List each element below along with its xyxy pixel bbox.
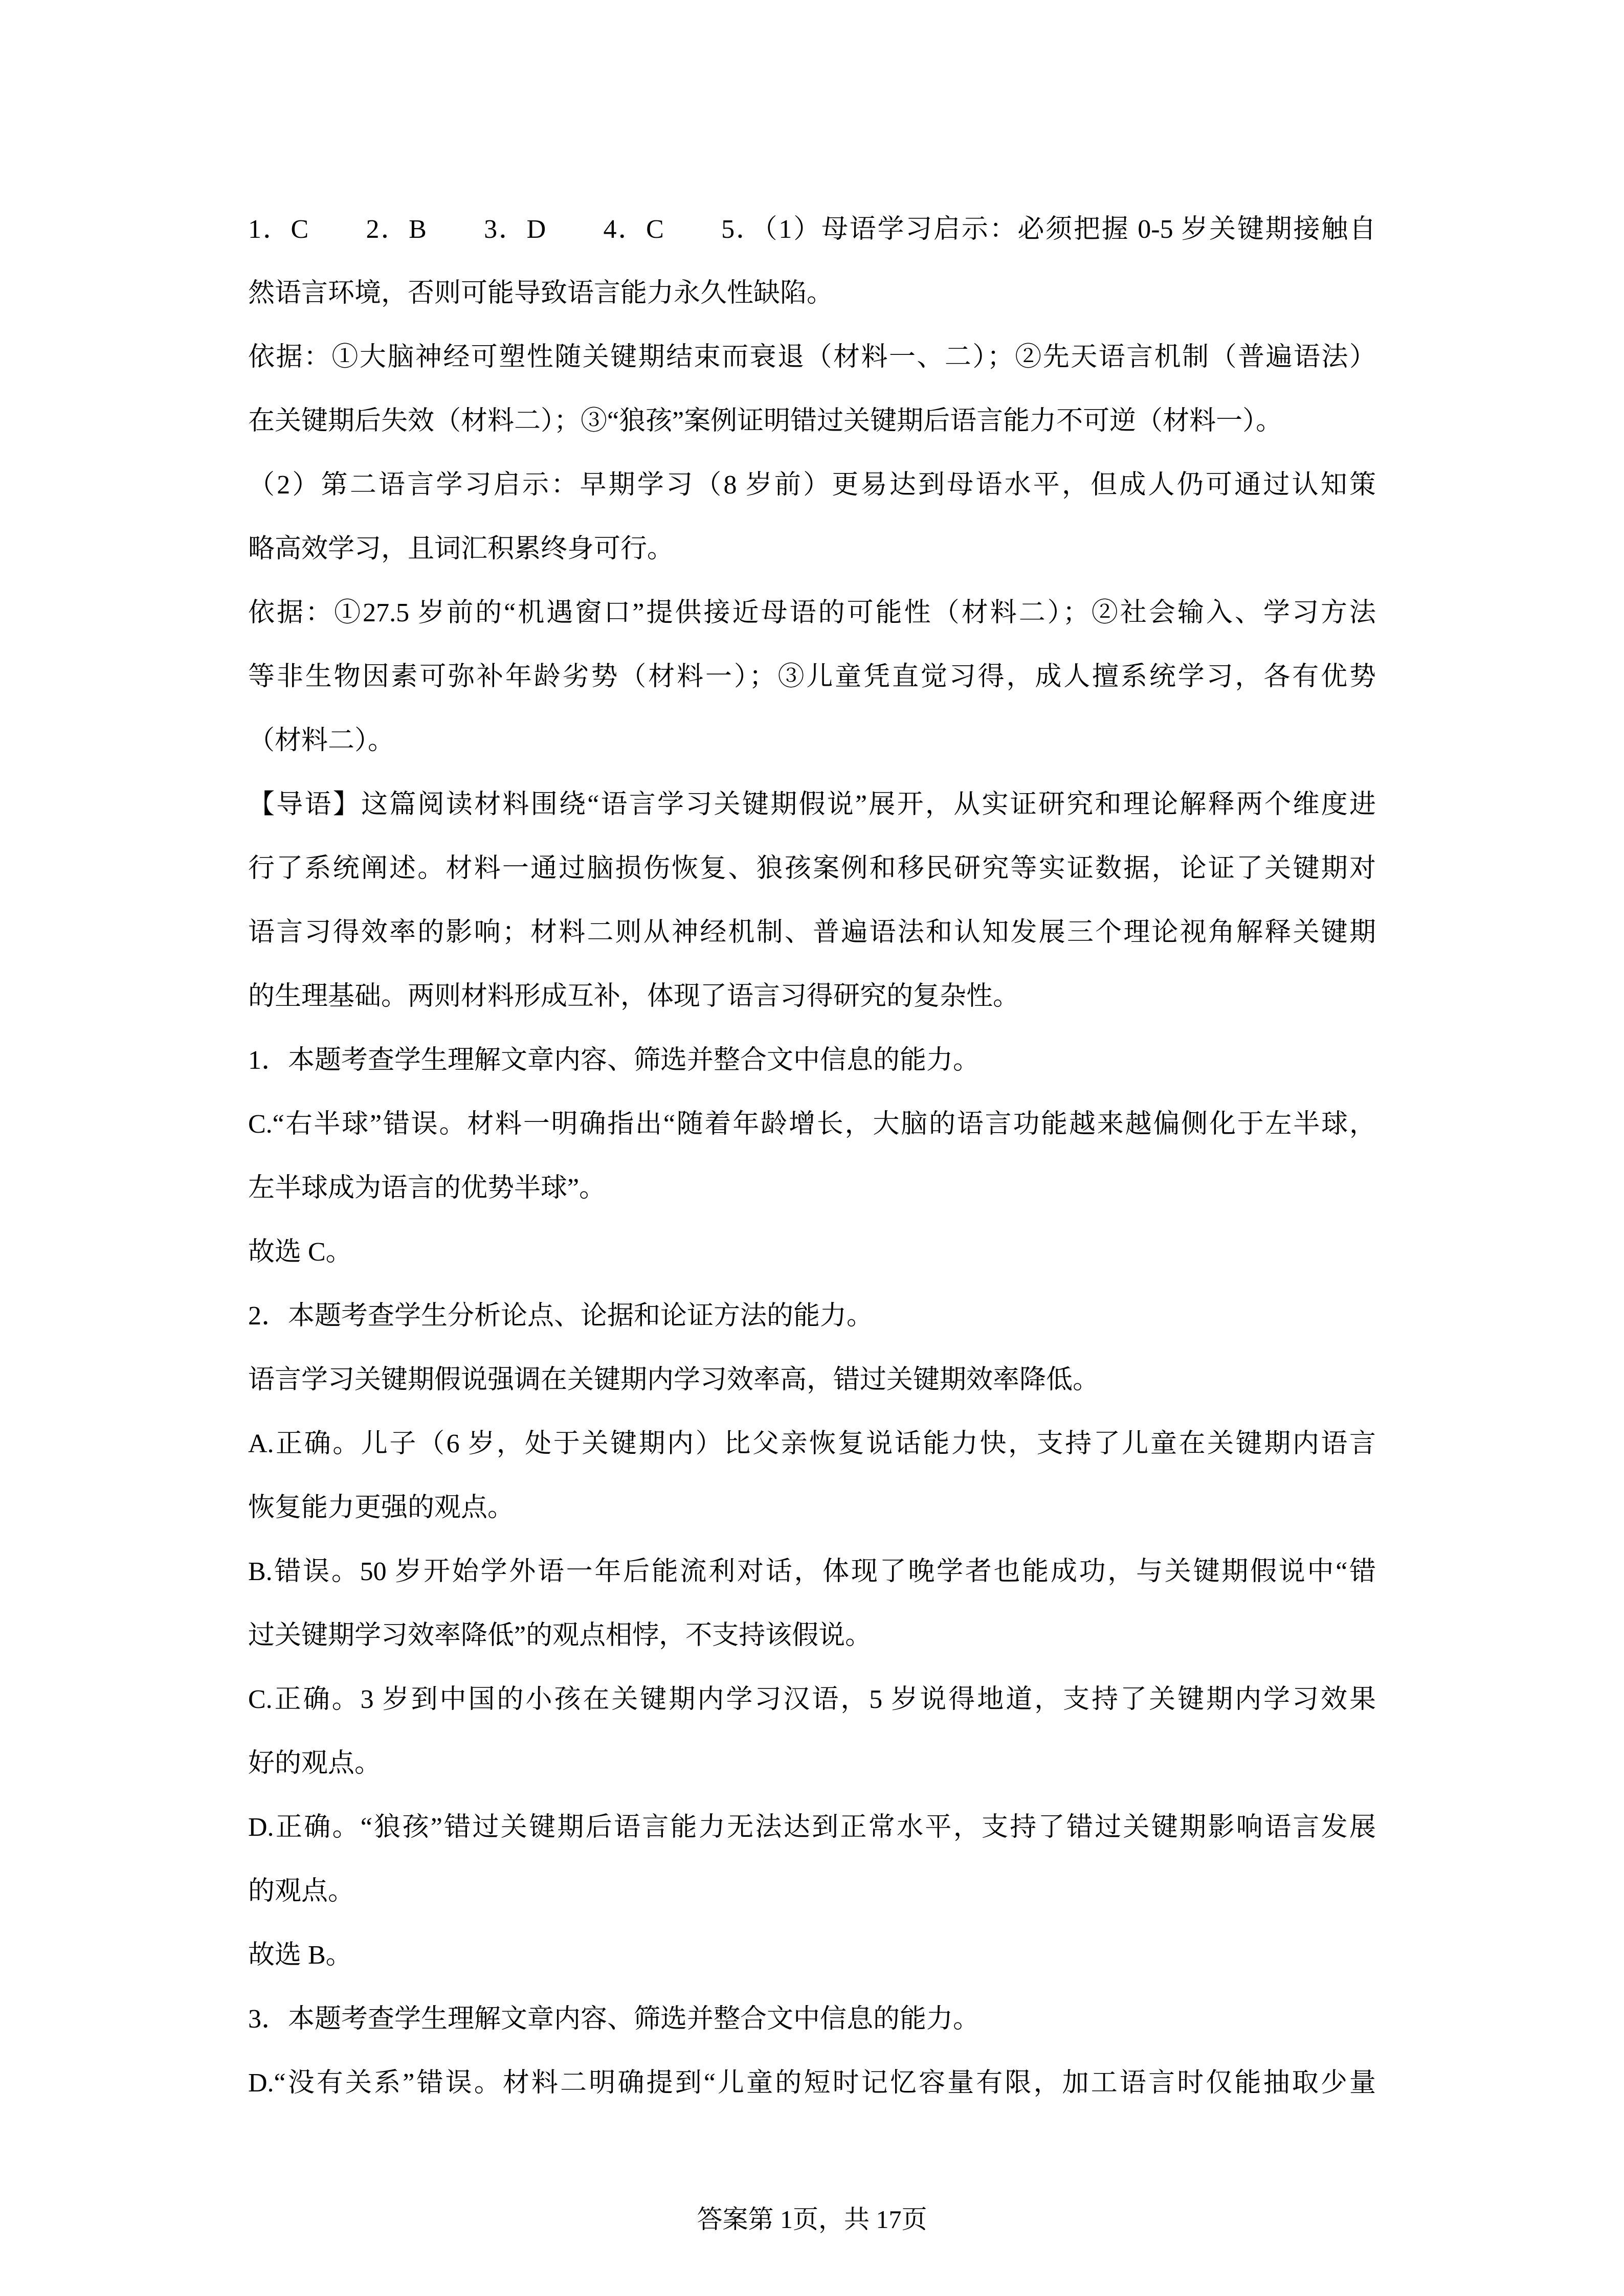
text-line: 的观点。 (248, 1877, 355, 1906)
text-line: 恢复能力更强的观点。 (248, 1493, 515, 1522)
text-line: C.正确。3 岁到中国的小孩在关键期内学习汉语，5 岁说得地道，支持了关键期内学习效果 (248, 1685, 1376, 1714)
text-line: 故选 C。 (248, 1237, 352, 1267)
text-line: 2．本题考查学生分析论点、论据和论证方法的能力。 (248, 1301, 874, 1331)
text-line: 的生理基础。两则材料形成互补，体现了语言习得研究的复杂性。 (248, 982, 1020, 1011)
page-footer: 答案第 1页，共 17页 (697, 2205, 927, 2234)
text-line: D.“没有关系”错误。材料二明确提到“儿童的短时记忆容量有限，加工语言时仅能抽取少量 (248, 2068, 1376, 2098)
text-line: 然语言环境，否则可能导致语言能力永久性缺陷。 (248, 279, 834, 308)
text-line: 语言学习关键期假说强调在关键期内学习效率高，错过关键期效率降低。 (248, 1365, 1100, 1394)
text-line: B.错误。50 岁开始学外语一年后能流利对话，体现了晚学者也能成功，与关键期假说中“错 (248, 1557, 1376, 1586)
text-line: 1．本题考查学生理解文章内容、筛选并整合文中信息的能力。 (248, 1046, 980, 1075)
answer-text-block (248, 197, 1376, 2115)
text-line: 1．C 2．B 3．D 4．C 5．（1）母语学习启示：必须把握 0-5 岁关键期接触自 (248, 215, 1376, 244)
text-line: 行了系统阐述。材料一通过脑损伤恢复、狼孩案例和移民研究等实证数据，论证了关键期对 (248, 854, 1376, 883)
text-line: （材料二）。 (248, 726, 395, 755)
text-line: 故选 B。 (248, 1941, 352, 1970)
text-line: 在关键期后失效（材料二）；③“狼孩”案例证明错过关键期后语言能力不可逆（材料一）。 (248, 407, 1283, 436)
text-line: 【导语】这篇阅读材料围绕“语言学习关键期假说”展开，从实证研究和理论解释两个维度进 (248, 790, 1376, 819)
text-line: （2）第二语言学习启示：早期学习（8 岁前）更易达到母语水平，但成人仍可通过认知策 (248, 470, 1376, 500)
text-line: 3．本题考查学生理解文章内容、筛选并整合文中信息的能力。 (248, 2005, 980, 2034)
text-line: 依据：①27.5 岁前的“机遇窗口”提供接近母语的可能性（材料二）；②社会输入、学习方法 (248, 598, 1376, 627)
text-line: 左半球成为语言的优势半球”。 (248, 1174, 606, 1203)
text-line: 语言习得效率的影响；材料二则从神经机制、普遍语法和认知发展三个理论视角解释关键期 (248, 918, 1376, 947)
text-line: D.正确。“狼孩”错过关键期后语言能力无法达到正常水平，支持了错过关键期影响语言发展 (248, 1813, 1376, 1842)
text-line: 等非生物因素可弥补年龄劣势（材料一）；③儿童凭直觉习得，成人擅系统学习，各有优势 (248, 662, 1376, 691)
text-line: 过关键期学习效率降低”的观点相悖，不支持该假说。 (248, 1621, 872, 1650)
text-line: A.正确。儿子（6 岁，处于关键期内）比父亲恢复说话能力快，支持了儿童在关键期内语言 (248, 1429, 1376, 1458)
text-line: 好的观点。 (248, 1749, 382, 1778)
text-line: 依据：①大脑神经可塑性随关键期结束而衰退（材料一、二）；②先天语言机制（普遍语法） (248, 343, 1376, 372)
text-line: 略高效学习，且词汇积累终身可行。 (248, 534, 674, 564)
text-line: C.“右半球”错误。材料一明确指出“随着年龄增长，大脑的语言功能越来越偏侧化于左半球， (248, 1110, 1376, 1139)
